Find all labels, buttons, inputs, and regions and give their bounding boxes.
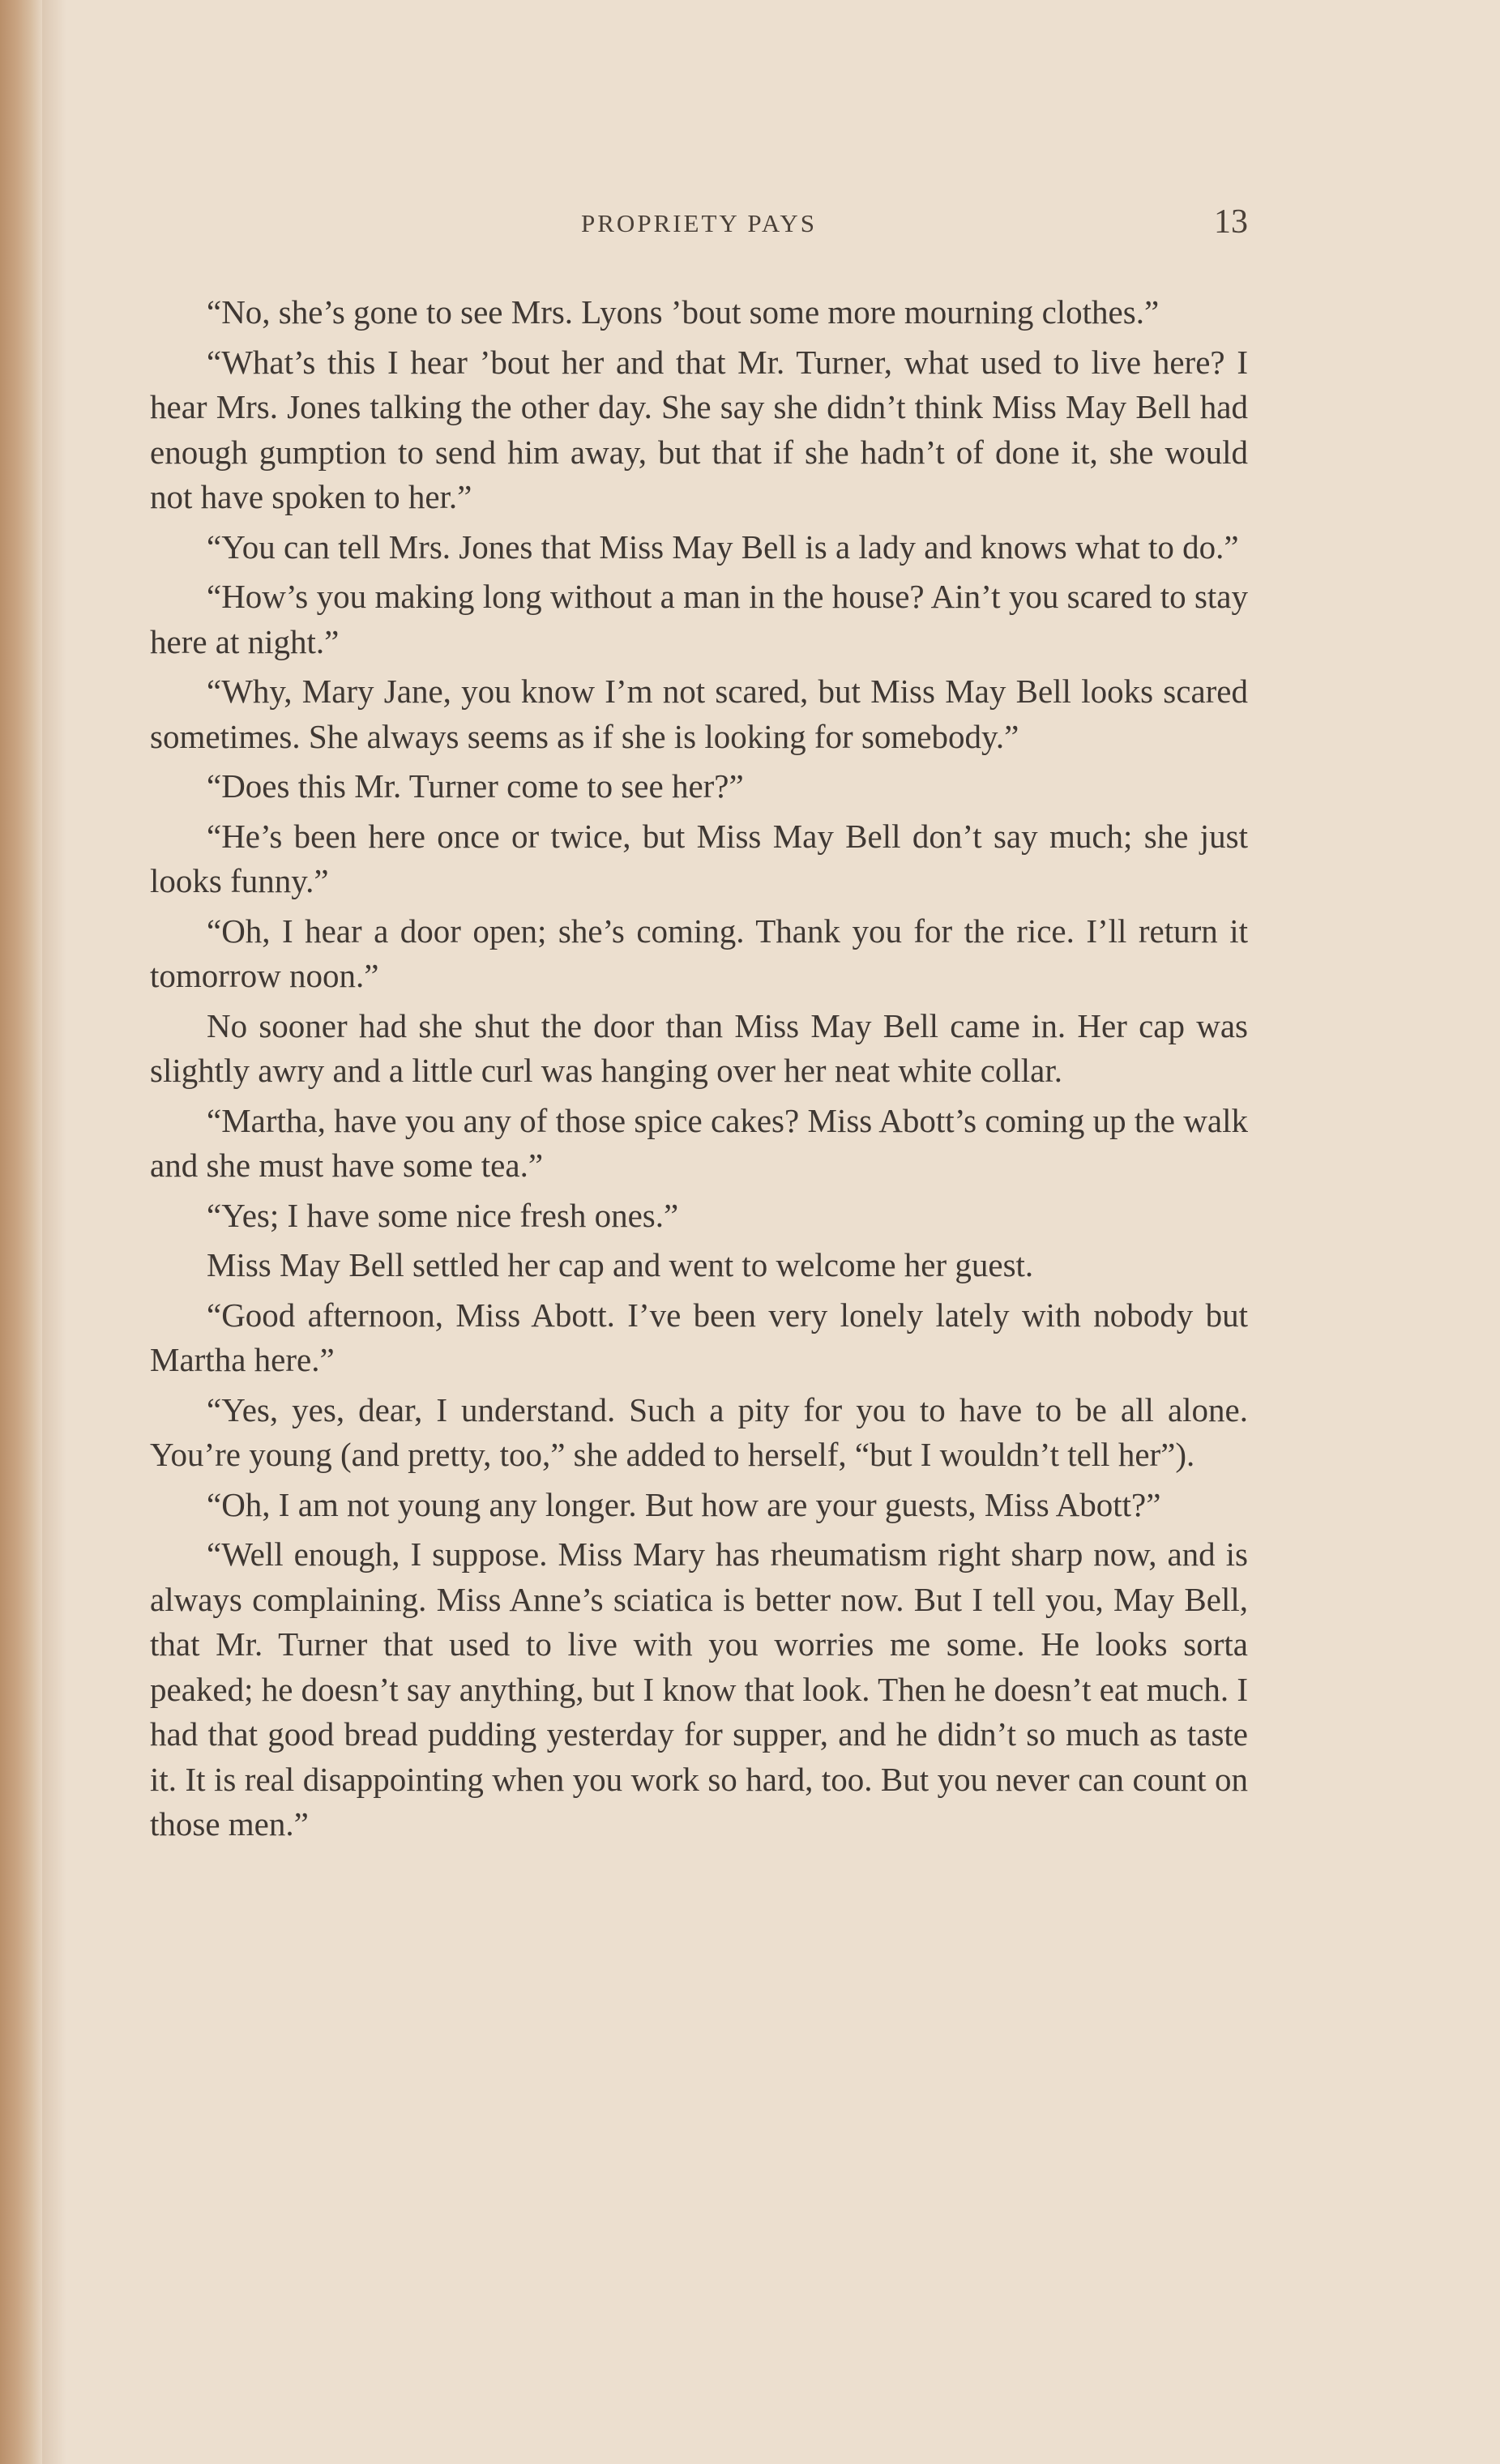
paragraph: “Oh, I am not young any longer. But how are your guests, Miss Abott?”	[207, 1485, 1161, 1523]
paragraph: No sooner had she shut the door than Miss May Bell came in. Her cap was slightly awry and a little curl was hanging over her neat white collar.	[150, 1006, 1248, 1089]
paragraph: “He’s been here once or twice, but Miss May Bell don’t say much; she just looks funny.”	[150, 817, 1248, 899]
paragraph: “Why, Mary Jane, you know I’m not scared, but Miss May Bell looks scared sometimes. She always seems as if she is looking for somebody.”	[150, 673, 1248, 755]
paragraph: “Yes, yes, dear, I understand. Such a pity for you to have to be all alone. You’re young (and pretty, too,” she added to herself, “but I wouldn’t tell her”).	[150, 1390, 1248, 1473]
paragraph: “Martha, have you any of those spice cakes? Miss Abott’s coming up the walk and she must have some tea.”	[150, 1101, 1248, 1184]
paragraph: “Does this Mr. Turner come to see her?”	[207, 767, 744, 805]
running-title: PROPRIETY PAYS	[581, 209, 817, 237]
paragraph: “What’s this I hear ’bout her and that Mr. Turner, what used to live here? I hear Mrs. Jones talking the other day. She say she didn’t think Miss May Bell had enough gumption to send him away, but that if she hadn’t of done it, she would not have spoken to her.”	[150, 343, 1248, 515]
paragraph: “Good afternoon, Miss Abott. I’ve been very lonely lately with nobody but Martha here.”	[150, 1296, 1248, 1378]
running-head	[150, 203, 1248, 251]
book-binding-edge	[0, 0, 42, 2464]
paragraph: “Yes; I have some nice fresh ones.”	[207, 1196, 679, 1234]
paragraph: Miss May Bell settled her cap and went to welcome her guest.	[207, 1246, 1034, 1283]
body-text	[150, 290, 1248, 1852]
paragraph: “You can tell Mrs. Jones that Miss May Bell is a lady and knows what to do.”	[207, 527, 1239, 566]
paragraph: “No, she’s gone to see Mrs. Lyons ’bout some more mourning clothes.”	[207, 293, 1160, 331]
paragraph: “How’s you making long without a man in the house? Ain’t you scared to stay here at night.”	[150, 578, 1248, 660]
paragraph: “Well enough, I suppose. Miss Mary has rheumatism right sharp now, and is always complaining. Miss Anne’s sciatica is better now. But I tell you, May Bell, that Mr. Turner that used to live with you worries me some. He looks sorta peaked; he doesn’t say anything, but I know that look. Then he doesn’t eat much. I had that good bread pudding yesterday for supper, and he didn’t so much as taste it. It is real disappointing when you work so hard, too. But you never can count on those men.”	[150, 1535, 1248, 1843]
gutter-shadow	[42, 0, 66, 2464]
page-number: 13	[1214, 203, 1248, 241]
paragraph: “Oh, I hear a door open; she’s coming. Thank you for the rice. I’ll return it tomorrow noon.”	[150, 912, 1248, 994]
